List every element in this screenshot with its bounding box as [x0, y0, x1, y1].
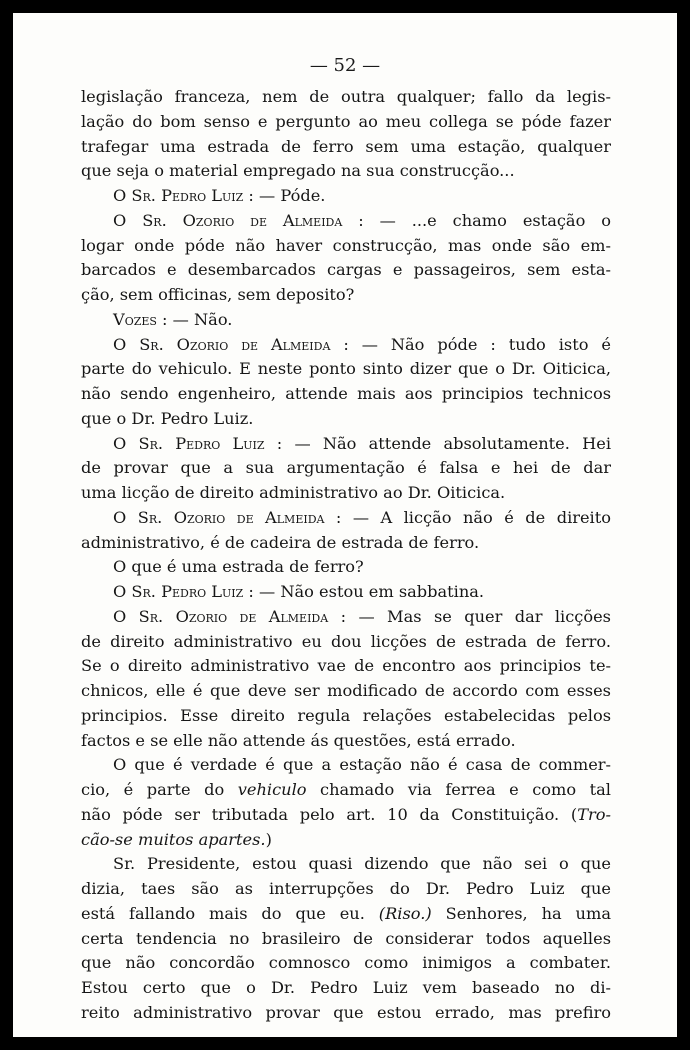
text-segment: barcados e desembarcados cargas e passageiros, sem esta-: [81, 260, 611, 280]
text-line: [81, 679, 611, 704]
text-segment: — Não póde : tudo isto é: [348, 334, 612, 354]
text-segment: factos e se elle não attende ás questões, está errado.: [81, 730, 516, 750]
text-segment: não sendo engenheiro, attende mais aos principios technicos: [81, 384, 611, 403]
text-line: [81, 258, 611, 283]
text-segment: administrativo, é de cadeira de estrada de ferro.: [81, 532, 480, 552]
speaker-name: O Sr. Ozorio de Almeida :: [113, 606, 347, 626]
italic-text: vehiculo: [237, 780, 307, 799]
text-line: [81, 555, 611, 580]
text-line: [81, 778, 611, 803]
text-segment: Sr. Presidente, estou quasi dizendo que não sei o que: [113, 854, 611, 874]
text-line: [81, 729, 611, 754]
text-line: [81, 580, 611, 605]
text-line: [81, 333, 611, 358]
text-segment: ): [265, 829, 272, 849]
text-segment: não póde ser tributada pelo art. 10 da Constituição. (: [81, 804, 578, 824]
text-segment: — A licção não é de direito: [341, 507, 611, 527]
text-line: [81, 877, 611, 902]
text-segment: certa tendencia no brasileiro de considerar todos aquelles: [81, 928, 611, 948]
speaker-name: O Sr. Pedro Luiz :: [113, 582, 254, 601]
text-line: [81, 110, 611, 135]
text-segment: reito administrativo provar que estou errado, mas prefiro: [81, 1002, 611, 1022]
text-segment: logar onde póde não haver construcção, mas onde são em-: [81, 235, 611, 255]
text-line: [81, 1001, 611, 1026]
text-segment: principios. Esse direito regula relações estabelecidas pelos: [81, 705, 611, 725]
page-number: — 52 —: [309, 55, 381, 76]
text-segment: lação do bom senso e pergunto ao meu collega se póde fazer: [81, 111, 611, 131]
text-segment: Se o direito administrativo vae de encontro aos principios te-: [81, 656, 611, 676]
text-segment: legislação franceza, nem de outra qualquer; fallo da legis-: [81, 87, 611, 106]
book-page: [13, 13, 677, 1037]
text-line: [81, 902, 611, 927]
text-segment: de direito administrativo eu dou licções de estrada de ferro.: [81, 631, 611, 651]
text-line: [81, 159, 611, 184]
italic-text: (Riso.): [378, 903, 432, 923]
body-text: [81, 85, 611, 1026]
speaker-name: O Sr. Pedro Luiz :: [113, 186, 254, 205]
speaker-name: O Sr. Ozorio de Almeida :: [113, 334, 349, 354]
text-segment: — Não.: [167, 309, 233, 329]
speaker-name: O Sr. Pedro Luiz :: [113, 433, 283, 453]
text-segment: chnicos, elle é que deve ser modificado de accordo com esses: [81, 681, 611, 700]
text-segment: — ...e chamo estação o: [363, 210, 611, 230]
text-segment: está fallando mais do que eu.: [81, 903, 379, 923]
text-line: [81, 704, 611, 729]
text-line: [81, 828, 611, 853]
text-line: [81, 456, 611, 481]
text-line: [81, 951, 611, 976]
text-segment: parte do vehiculo. E neste ponto sinto dizer que o Dr. Oiticica,: [81, 359, 611, 379]
text-segment: dizia, taes são as interrupções do Dr. Pedro Luiz que: [81, 879, 611, 898]
text-segment: — Não attende absolutamente. Hei: [282, 433, 612, 453]
text-line: [81, 481, 611, 506]
text-segment: Senhores, ha uma: [431, 903, 611, 923]
text-segment: Estou certo que o Dr. Pedro Luiz vem baseado no di-: [81, 978, 611, 997]
text-line: [81, 357, 611, 382]
text-line: [81, 852, 611, 877]
text-segment: — Não estou em sabbatina.: [253, 582, 485, 601]
speaker-name: Vozes :: [113, 309, 168, 329]
text-line: [81, 308, 611, 333]
text-segment: uma licção de direito administrativo ao Dr. Oiticica.: [81, 483, 506, 502]
text-line: [81, 605, 611, 630]
text-line: [81, 432, 611, 457]
text-segment: de provar que a sua argumentação é falsa e hei de dar: [81, 458, 611, 478]
speaker-name: O Sr. Ozorio de Almeida :: [113, 507, 342, 527]
text-line: [81, 382, 611, 407]
italic-text: Tro-: [577, 804, 611, 824]
italic-text: cão-se muitos apartes.: [81, 829, 266, 849]
text-line: [81, 209, 611, 234]
text-segment: que o Dr. Pedro Luiz.: [81, 408, 254, 428]
text-segment: ção, sem officinas, sem deposito?: [81, 285, 355, 304]
text-line: [81, 803, 611, 828]
text-line: [81, 85, 611, 110]
text-segment: chamado via ferrea e como tal: [306, 780, 611, 799]
text-segment: — Póde.: [253, 186, 326, 205]
text-segment: cio, é parte do: [81, 780, 238, 799]
text-segment: O que é uma estrada de ferro?: [113, 557, 364, 577]
text-line: [81, 184, 611, 209]
text-line: [81, 976, 611, 1001]
text-segment: O que é verdade é que a estação não é casa de commer-: [113, 755, 611, 775]
text-line: [81, 234, 611, 259]
text-segment: — Mas se quer dar licções: [346, 606, 611, 626]
text-line: [81, 283, 611, 308]
text-segment: que não concordão comnosco como inimigos a combater.: [81, 953, 611, 973]
text-line: [81, 407, 611, 432]
text-segment: trafegar uma estrada de ferro sem uma estação, qualquer: [81, 136, 611, 156]
text-line: [81, 654, 611, 679]
text-line: [81, 135, 611, 160]
speaker-name: O Sr. Ozorio de Almeida :: [113, 210, 364, 230]
text-line: [81, 927, 611, 952]
text-segment: que seja o material empregado na sua construcção...: [81, 161, 515, 181]
text-line: [81, 506, 611, 531]
text-line: [81, 630, 611, 655]
text-line: [81, 753, 611, 778]
text-line: [81, 531, 611, 556]
